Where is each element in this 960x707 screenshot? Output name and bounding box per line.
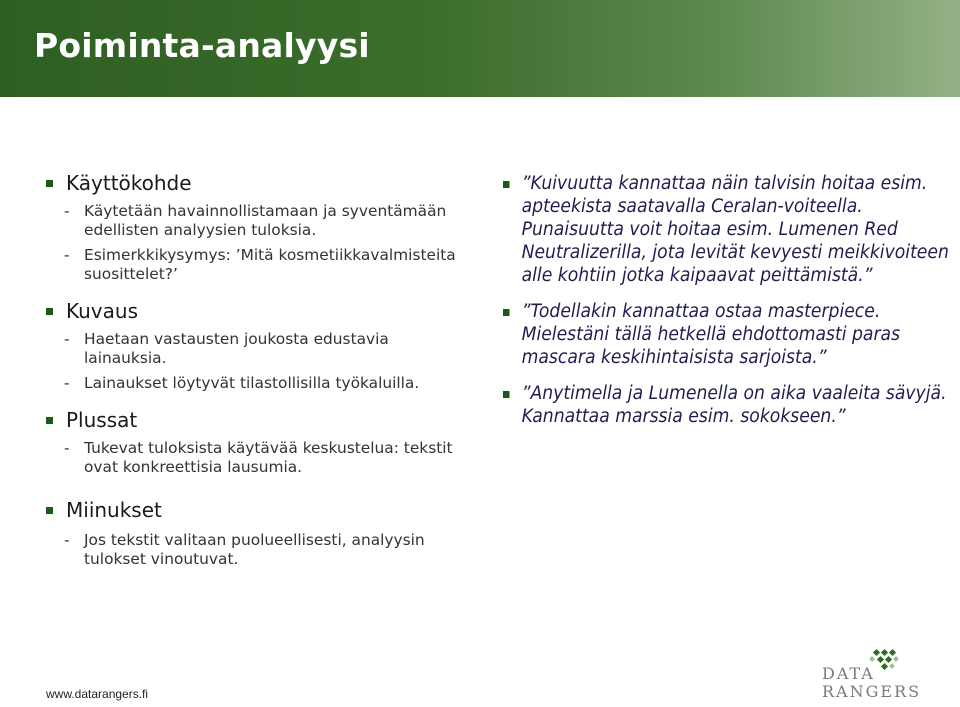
logo-text-data: DATA: [822, 664, 875, 683]
right-column-quotes: [503, 172, 949, 428]
square-bullet-icon: [46, 507, 53, 514]
square-bullet-icon: [503, 309, 510, 316]
title-bar: [0, 0, 960, 97]
dash-bullet-icon: -: [64, 531, 70, 549]
section-heading: Miinukset: [46, 497, 466, 523]
dash-bullet-icon: -: [64, 330, 70, 348]
list-item: - Jos tekstit valitaan puolueellisesti, analyysin tulokset vinoutuvat.: [64, 531, 425, 568]
quote-item: ”Todellakin kannattaa ostaa masterpiece. Mielestäni tällä hetkellä ehdottomasti paras mascara keskihintaisista sarjoista.”: [503, 300, 959, 369]
section-miinukset: [46, 497, 466, 569]
quote-item: ”Kuivuutta kannattaa näin talvisin hoitaa esim. apteekista saatavalla Ceralan-voiteella. Punaisuutta voit hoitaa esim. Lumenen Red Neutralizerilla, jota levität kevyesti meikkivoiteen alle kohtiin jotka kaipaavat peittämistä.”: [503, 172, 959, 287]
list-item: - Lainaukset löytyvät tilastollisilla työkaluilla.: [64, 374, 420, 392]
dash-bullet-icon: -: [64, 439, 70, 457]
section-heading: Plussat: [46, 407, 466, 433]
list-item: - Tukevat tuloksista käytävää keskustelua: tekstit ovat konkreettisia lausumia.: [64, 439, 453, 476]
datarangers-logo: [812, 646, 932, 702]
square-bullet-icon: [46, 417, 53, 424]
section-heading: Kuvaus: [46, 298, 466, 324]
section-kayttokohde: [46, 170, 466, 284]
dash-bullet-icon: -: [64, 202, 70, 220]
square-bullet-icon: [503, 181, 510, 188]
quote-item: ”Anytimella ja Lumenella on aika vaaleita sävyjä. Kannattaa marssia esim. sokokseen.”: [503, 382, 959, 428]
section-heading: Käyttökohde: [46, 170, 466, 196]
dash-bullet-icon: -: [64, 374, 70, 392]
list-item: - Esimerkkikysymys: ’Mitä kosmetiikkavalmisteita suosittelet?’: [64, 246, 456, 283]
dash-bullet-icon: -: [64, 246, 70, 264]
footer-url: www.datarangers.fi: [46, 687, 149, 701]
logo-text-rangers: RANGERS: [822, 682, 922, 701]
list-item: - Haetaan vastausten joukosta edustavia lainauksia.: [64, 330, 389, 367]
square-bullet-icon: [46, 180, 53, 187]
square-bullet-icon: [46, 308, 53, 315]
section-plussat: [46, 407, 466, 477]
slide-title: Poiminta-analyysi: [34, 26, 370, 65]
square-bullet-icon: [503, 391, 510, 398]
section-kuvaus: [46, 298, 466, 393]
left-column: [46, 170, 466, 569]
list-item: - Käytetään havainnollistamaan ja syventämään edellisten analyysien tuloksia.: [64, 202, 447, 239]
